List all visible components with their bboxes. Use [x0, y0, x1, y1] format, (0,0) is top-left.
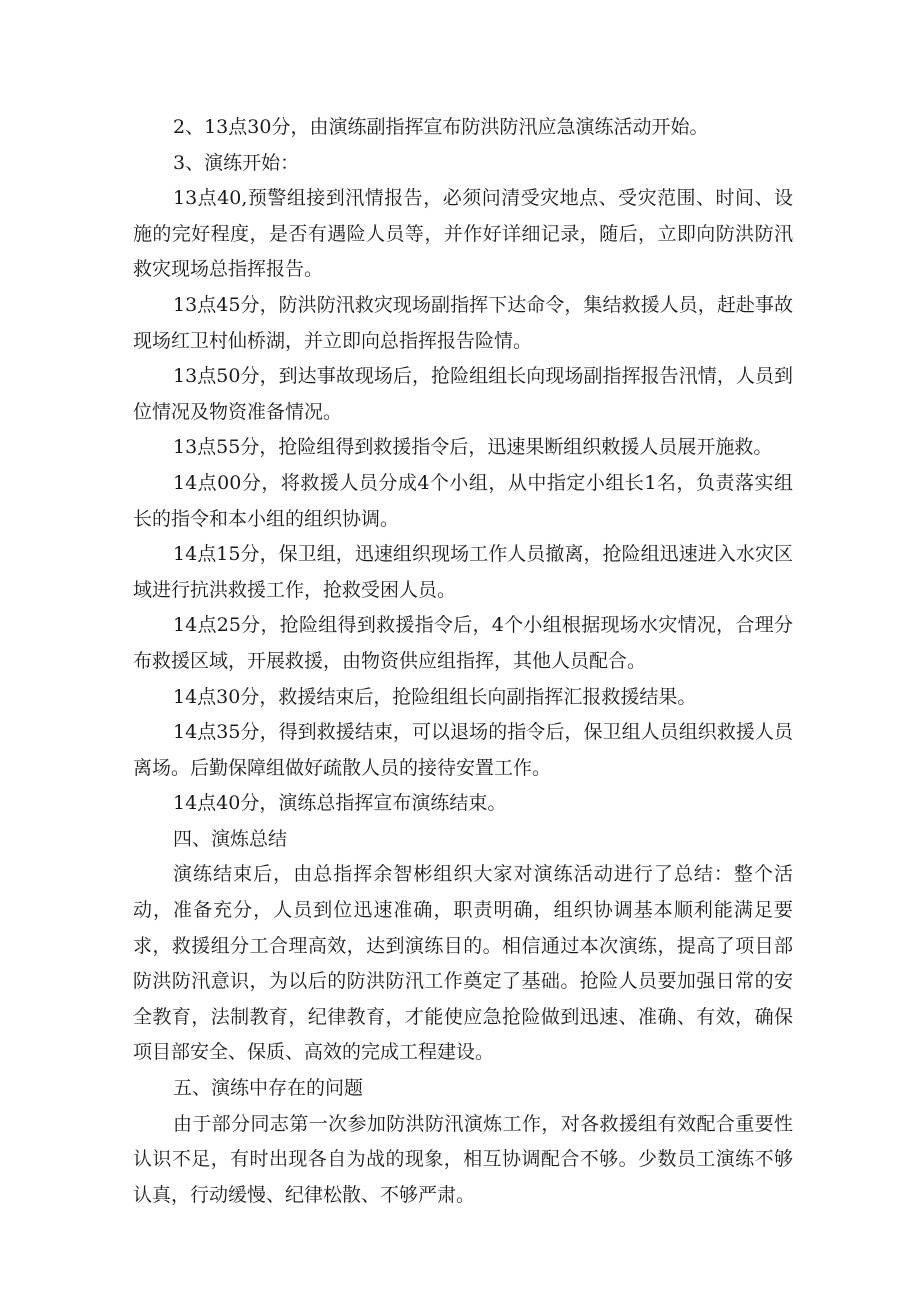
paragraph-1350-arrival: 13点50分，到达事故现场后，抢险组组长向现场副指挥报告汛情，人员到位情况及物资准备情况。 — [133, 365, 793, 423]
paragraph-1340-report: 13点40,预警组接到汛情报告，必须问清受灾地点、受灾范围、时间、设施的完好程度，是否有遇险人员等，并作好详细记录，随后，立即向防洪防汛救灾现场总指挥报告。 — [133, 187, 793, 281]
paragraph-drill-begin-heading: 3、演练开始： — [173, 151, 300, 174]
paragraph-1425-distribution: 14点25分，抢险组得到救援指令后，4个小组根据现场水灾情况，合理分布救援区域，开展救援，由物资供应组指挥，其他人员配合。 — [133, 614, 793, 672]
paragraph-1440-end: 14点40分，演练总指挥宣布演练结束。 — [173, 792, 507, 815]
paragraph-1400-groups: 14点00分，将救援人员分成4个小组，从中指定小组长1名，负责落实组长的指令和本小组的组织协调。 — [133, 471, 793, 530]
paragraph-summary: 演练结束后，由总指挥余智彬组织大家对演练活动进行了总结：整个活动，准备充分，人员到位迅速准确，职责明确，组织协调基本顺利能满足要求，救援组分工合理高效，达到演练目的。相信通过本次演练，提高了项目部防洪防汛意识，为以后的防洪防汛工作奠定了基础。抢险人员要加强日常的安全教育，法制教育，纪律教育，才能使应急抢险做到迅速、准确、有效，确保项目部安全、保质、高效的完成工程建设。 — [133, 863, 793, 1064]
paragraph-1415-evacuation: 14点15分，保卫组，迅速组织现场工作人员撤离，抢险组迅速进入水灾区域进行抗洪救援工作，抢救受困人员。 — [133, 543, 793, 601]
section-heading-problems: 五、演练中存在的问题 — [173, 1077, 364, 1100]
paragraph-1355-rescue: 13点55分，抢险组得到救援指令后，迅速果断组织敕援人员展开施救。 — [173, 436, 773, 459]
paragraph-start-announcement: 2、13点30分，由演练副指挥宣布防洪防汛应急演练活动开始。 — [173, 116, 709, 138]
paragraph-problems: 由于部分同志第一次参加防洪防汛演炼工作，对各救援组有效配合重要性认识不足，有时出现各自为战的现象，相互协调配合不够。少数员工演练不够认真，行动缓慢、纪律松散、不够严肃。 — [133, 1112, 793, 1206]
document-body — [133, 110, 793, 1213]
paragraph-1435-exit: 14点35分，得到救援结束，可以退场的指令后，保卫组人员组织救援人员离场。后勤保障组做好疏散人员的接待安置工作。 — [133, 721, 793, 779]
section-heading-summary: 四、演炼总结 — [173, 827, 288, 850]
paragraph-1345-command: 13点45分，防洪防汛救灾现场副指挥下达命令，集结救援人员，赶赴事故现场红卫村仙桥湖，并立即向总指挥报告险情。 — [133, 293, 793, 352]
paragraph-1430-report: 14点30分，救援结束后，抢险组组长向副指挥汇报救援结果。 — [173, 685, 697, 708]
